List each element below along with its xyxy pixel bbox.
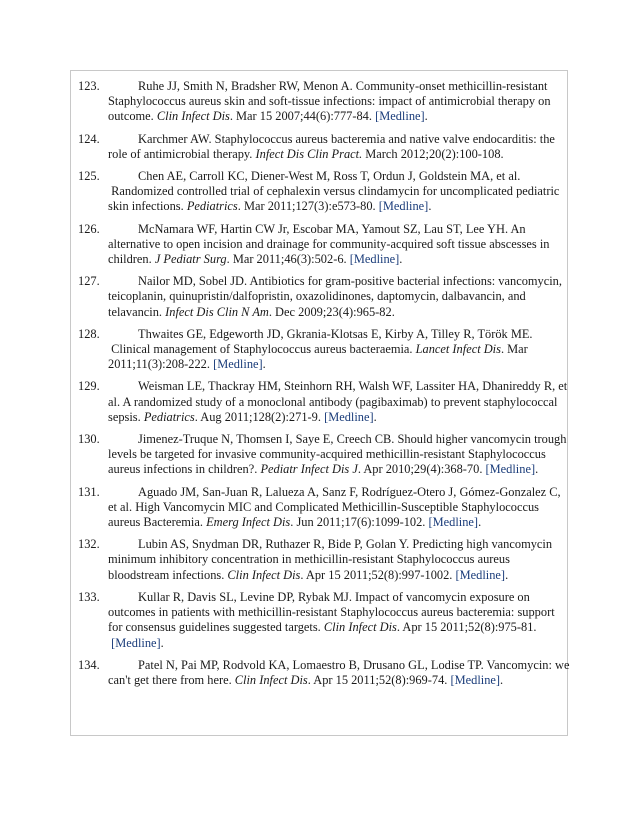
reference-number: 124. — [78, 131, 100, 146]
reference-number: 129. — [78, 379, 100, 394]
reference-journal: Clin Infect Dis — [323, 620, 397, 635]
reference-number: 131. — [78, 484, 100, 499]
reference-details: . Mar 2011;11(3):208-222. — [108, 342, 528, 372]
reference-details: . Apr 15 2011;52(8):975-81. — [396, 620, 537, 635]
reference-title: High Vancomycin MIC and Complicated Methicillin-Susceptible Staphylococcus aureus Bacteremia. — [108, 499, 539, 530]
reference-authors: Thwaites GE, Edgeworth JD, Gkrania-Klotsas E, Kirby A, Tilley R, Török ME. — [138, 326, 533, 341]
reference-details: . Mar 2011;127(3):e573-80. — [237, 199, 376, 214]
reference-authors: Chen AE, Carroll KC, Diener-West M, Ross T, Ordun J, Goldstein MA, et al. — [138, 169, 521, 184]
reference-number: 133. — [78, 589, 100, 604]
reference-journal: Lancet Infect Dis — [415, 342, 501, 357]
medline-link[interactable]: [Medline] — [485, 462, 536, 477]
reference-item: 126. McNamara WF, Hartin CW Jr, Escobar MA, Yamout SZ, Lau ST, Lee YH. An alternative to open incision and drainage for community-acquired soft tissue abscesses in children. J Pediatr Surg. Mar 2011;46(3):502-6. [Medline]. — [78, 221, 550, 267]
reference-details: . Jun 2011;17(6):1099-102. — [290, 515, 426, 530]
reference-journal: Clin Infect Dis — [234, 672, 308, 687]
reference-details: . Apr 15 2011;52(8):997-1002. — [300, 567, 453, 582]
reference-authors: Aguado JM, San-Juan R, Lalueza A, Sanz F, Rodríguez-Otero J, Gómez-Gonzalez C, et al. — [108, 484, 561, 514]
reference-item: 123. Ruhe JJ, Smith N, Bradsher RW, Menon A. Community-onset methicillin-resistant Staphylococcus aureus skin and soft-tissue infections: impact of antimicrobial therapy on outcome. Clin Infect Dis. Mar 15 2007;44(6):777-84. [Medline]. — [78, 79, 551, 124]
reference-journal: Pediatrics — [143, 409, 195, 424]
reference-title: Antibiotics for gram-positive bacterial infections: vancomycin, teicoplanin, quinupristin/dalfopristin, oxazolidinones, daptomycin, dalbavancin, and telavancin. — [108, 274, 562, 319]
reference-journal: Pediatr Infect Dis J — [260, 462, 358, 477]
reference-journal: Pediatrics — [186, 199, 238, 214]
reference-title: An alternative to open incision and drainage for community-acquired soft tissue abscesses in children. — [108, 221, 550, 267]
reference-details: . Dec 2009;23(4):965-82. — [268, 304, 395, 319]
medline-link[interactable]: [Medline] — [349, 252, 400, 267]
reference-journal: J Pediatr Surg — [154, 252, 227, 267]
reference-number: 132. — [78, 537, 100, 552]
reference-number: 123. — [78, 79, 100, 93]
reference-item: 131. Aguado JM, San-Juan R, Lalueza A, Sanz F, Rodríguez-Otero J, Gómez-Gonzalez C, et al. High Vancomycin MIC and Complicated Methicillin-Susceptible Staphylococcus aureus Bacteremia. Emerg Infect Dis. Jun 2011;17(6):1099-102. [Medline]. — [78, 484, 561, 530]
reference-details: . Apr 15 2011;52(8):969-74. — [307, 672, 448, 687]
reference-journal: Clin Infect Dis — [227, 567, 301, 582]
reference-item: 133. Kullar R, Davis SL, Levine DP, Rybak MJ. Impact of vancomycin exposure on outcomes in patients with methicillin-resistant Staphylococcus aureus bacteremia: support for consensus guidelines suggested targets. Clin Infect Dis. Apr 15 2011;52(8):975-81. [Medline]. — [78, 589, 555, 650]
medline-link[interactable]: [Medline] — [455, 567, 506, 582]
reference-authors: Jimenez-Truque N, Thomsen I, Saye E, Creech CB. — [138, 432, 395, 447]
medline-link[interactable]: [Medline] — [428, 515, 479, 530]
reference-item — [78, 132, 570, 162]
reference-item: 134. Patel N, Pai MP, Rodvold KA, Lomaestro B, Drusano GL, Lodise TP. Vancomycin: we can't get there from here. Clin Infect Dis. Apr 15 2011;52(8):969-74. [Medline]. — [78, 657, 570, 687]
medline-link[interactable]: [Medline] — [378, 199, 429, 214]
reference-title: Staphylococcus aureus bacteremia and native valve endocarditis: the role of antimicrobial therapy. — [108, 131, 555, 161]
reference-details: . Apr 2010;29(4):368-70. — [357, 462, 483, 477]
reference-number: 126. — [78, 221, 100, 236]
medline-link[interactable]: [Medline] — [111, 635, 161, 650]
reference-details: . Mar 2011;46(3):502-6. — [226, 252, 347, 267]
medline-link[interactable]: [Medline] — [213, 357, 263, 372]
reference-authors: Ruhe JJ, Smith N, Bradsher RW, Menon A. — [138, 79, 353, 93]
reference-authors: Karchmer AW. — [138, 131, 212, 146]
reference-authors: Weisman LE, Thackray HM, Steinhorn RH, Walsh WF, Lassiter HA, Dhanireddy R, et al. — [108, 379, 568, 409]
reference-title: Vancomycin: we can't get there from here. — [108, 657, 570, 687]
reference-item — [78, 274, 570, 320]
medline-link[interactable]: [Medline] — [324, 409, 374, 424]
reference-title: Impact of vancomycin exposure on outcomes in patients with methicillin-resistant Staphylococcus aureus bacteremia: support for consensus guidelines suggested targets. — [108, 589, 555, 635]
reference-authors: Patel N, Pai MP, Rodvold KA, Lomaestro B, Drusano GL, Lodise TP. — [138, 657, 484, 672]
reference-journal: Clin Infect Dis — [156, 109, 230, 124]
reference-journal: Infect Dis Clin N Am — [165, 304, 269, 319]
reference-details: . Mar 15 2007;44(6):777-84. — [229, 109, 372, 124]
reference-number: 127. — [78, 274, 100, 289]
reference-authors: McNamara WF, Hartin CW Jr, Escobar MA, Yamout SZ, Lau ST, Lee YH. — [138, 221, 509, 236]
reference-item: 125. Chen AE, Carroll KC, Diener-West M, Ross T, Ordun J, Goldstein MA, et al. Randomized controlled trial of cephalexin versus clindamycin for uncomplicated pediatric skin infections. Pediatrics. Mar 2011;127(3):e573-80. [Medline]. — [78, 169, 560, 214]
medline-link[interactable]: [Medline] — [450, 672, 501, 687]
reference-journal: Emerg Infect Dis — [206, 515, 291, 530]
reference-authors: Lubin AS, Snydman DR, Ruthazer R, Bide P, Golan Y. — [138, 537, 410, 552]
reference-title: Clinical management of Staphylococcus aureus bacteraemia. — [111, 342, 413, 357]
reference-list — [78, 79, 570, 695]
reference-details: March 2012;20(2):100-108. — [362, 146, 504, 161]
reference-item: 132. Lubin AS, Snydman DR, Ruthazer R, Bide P, Golan Y. Predicting high vancomycin minimum inhibitory concentration in methicillin-resistant Staphylococcus aureus bloodstream infections. Clin Infect Dis. Apr 15 2011;52(8):997-1002. [Medline]. — [78, 537, 553, 582]
reference-authors: Kullar R, Davis SL, Levine DP, Rybak MJ. — [138, 589, 352, 604]
reference-item: 128. Thwaites GE, Edgeworth JD, Gkrania-Klotsas E, Kirby A, Tilley R, Török ME. Clinical management of Staphylococcus aureus bacteraemia. Lancet Infect Dis. Mar 2011;11(3):208-222. [Medline]. — [78, 326, 533, 372]
reference-title: Randomized controlled trial of cephalexin versus clindamycin for uncomplicated pediatric skin infections. — [108, 184, 560, 214]
reference-title: A randomized study of a monoclonal antibody (pagibaximab) to prevent staphylococcal sepsis. — [108, 394, 558, 424]
reference-item: 130. Jimenez-Truque N, Thomsen I, Saye E, Creech CB. Should higher vancomycin trough levels be targeted for invasive community-acquired methicillin-resistant Staphylococcus aureus infections in children?. Pediatr Infect Dis J. Apr 2010;29(4):368-70. [Medline]. — [78, 432, 567, 477]
reference-number: 134. — [78, 657, 100, 672]
reference-title: Should higher vancomycin trough levels be targeted for invasive community-acquired methicillin-resistant Staphylococcus aureus infections in children?. — [108, 432, 567, 477]
reference-item: 129. Weisman LE, Thackray HM, Steinhorn RH, Walsh WF, Lassiter HA, Dhanireddy R, et al. A randomized study of a monoclonal antibody (pagibaximab) to prevent staphylococcal sepsis. Pediatrics. Aug 2011;128(2):271-9. [Medline]. — [78, 379, 568, 424]
reference-authors: Nailor MD, Sobel JD. — [138, 274, 248, 289]
reference-journal: Infect Dis Clin Pract. — [255, 146, 363, 161]
reference-title: Community-onset methicillin-resistant Staphylococcus aureus skin and soft-tissue infections: impact of antimicrobial therapy on outcome. — [108, 79, 551, 124]
reference-details: . Aug 2011;128(2):271-9. — [194, 409, 321, 424]
reference-number: 125. — [78, 169, 100, 184]
medline-link[interactable]: [Medline] — [375, 109, 425, 124]
reference-number: 130. — [78, 432, 100, 447]
reference-title: Predicting high vancomycin minimum inhibitory concentration in methicillin-resistant Staphylococcus aureus bloodstream infections. — [108, 537, 553, 582]
reference-number: 128. — [78, 326, 100, 341]
